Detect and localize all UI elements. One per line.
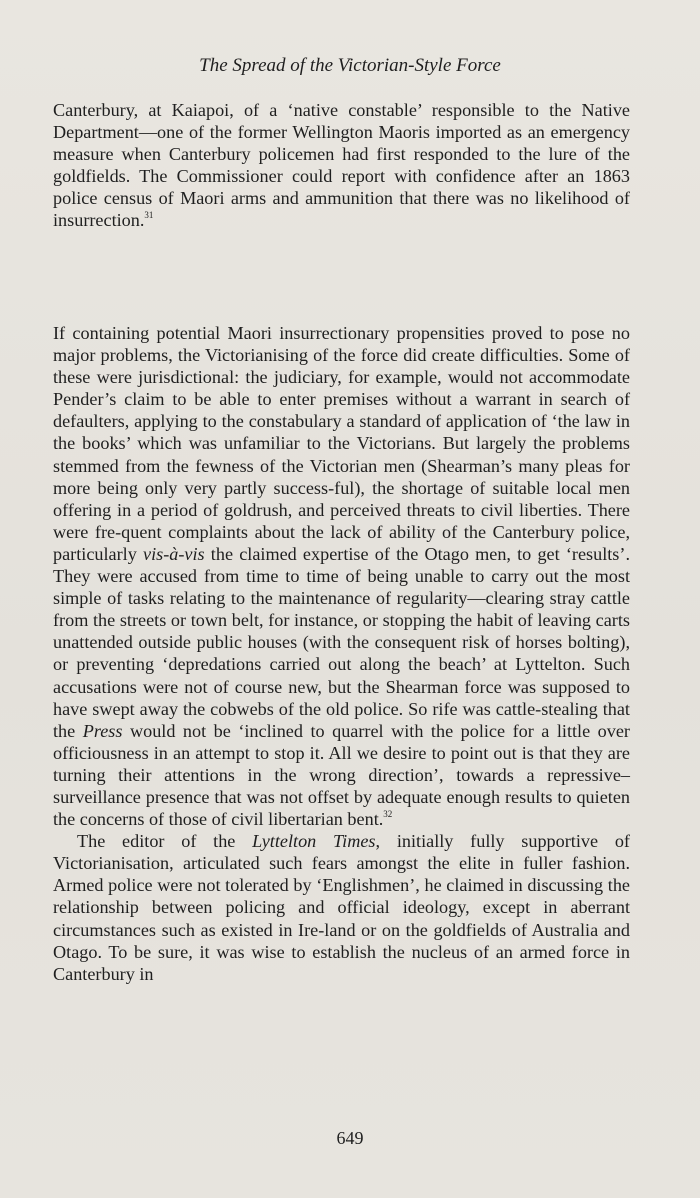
italic-text: Lyttelton Times	[252, 831, 376, 852]
italic-text: Press	[82, 720, 123, 741]
paragraph	[53, 830, 630, 985]
running-title: The Spread of the Victorian-Style Force	[199, 55, 501, 76]
text-run: If containing potential Maori insurrectionary propensities proved to pose no major problems, the Victorianising of the force did create difficulties. Some of these were jurisdictional: the judiciary, for example, would not accommodate Pender’s claim to be able to enter premises without a warrant in search of defaulters, applying to the constabulary a standard of application of ‘the law in the books’ which was unfamiliar to the Victorians. But largely the problems stemmed from the fewness of the Victorian men (Shearman’s many pleas for more being only very partly success-ful), the shortage of suitable local men offering in a period of goldrush, and perceived threats to civil liberties. There were fre-quent complaints about the lack of ability of the Canterbury police, particularly	[53, 323, 630, 564]
text-run: , initially fully supportive of Victorianisation, articulated such fears amongst the elite in fuller fashion. Armed police were not tolerated by ‘Englishmen’, he claimed in discussing the relationship between policing and official ideology, except in aberrant circumstances such as existed in Ire-land or on the goldfields of Australia and Otago. To be sure, it was wise to establish the nucleus of an armed force in Canterbury in	[53, 831, 630, 984]
text-run: The editor of the	[77, 831, 253, 852]
footnote-marker: 32	[383, 809, 393, 820]
paragraph	[53, 99, 630, 232]
paragraph-2-block	[53, 322, 630, 985]
text-run: would not be ‘inclined to quarrel with the police for a little over officiousness in an attempt to stop it. All we desire to point out is that they are turning their attentions in the wrong direction’, towards a repressive–surveillance presence that was not offset by adequate enough results to quieten the concerns of those of civil libertarian bent.	[53, 720, 630, 830]
page-number: 649	[336, 1128, 364, 1148]
text-run: the claimed expertise of the Otago men, to get ‘results’. They were accused from time to time of being unable to carry out the most simple of tasks relating to the maintenance of regularity—clearing stray cattle from the streets or town belt, for instance, or stopping the habit of leaving carts unattended outside public houses (with the consequent risk of horses bolting), or preventing ‘depredations carried out along the beach’ at Lyttelton. Such accusations were not of course new, but the Shearman force was supposed to have swept away the cobwebs of the old police. So rife was cattle-stealing that the	[53, 543, 630, 741]
paragraph-1-block	[53, 99, 630, 232]
text-run: Canterbury, at Kaiapoi, of a ‘native constable’ responsible to the Native Department—one of the former Wellington Maoris imported as an emergency measure when Canterbury policemen had first responded to the lure of the goldfields. The Commissioner could report with confidence after an 1863 police census of Maori arms and ammunition that there was no likelihood of insurrection.	[53, 100, 630, 231]
footnote-marker: 31	[144, 210, 154, 221]
italic-text: vis-à-vis	[143, 543, 205, 564]
paragraph	[53, 322, 630, 830]
